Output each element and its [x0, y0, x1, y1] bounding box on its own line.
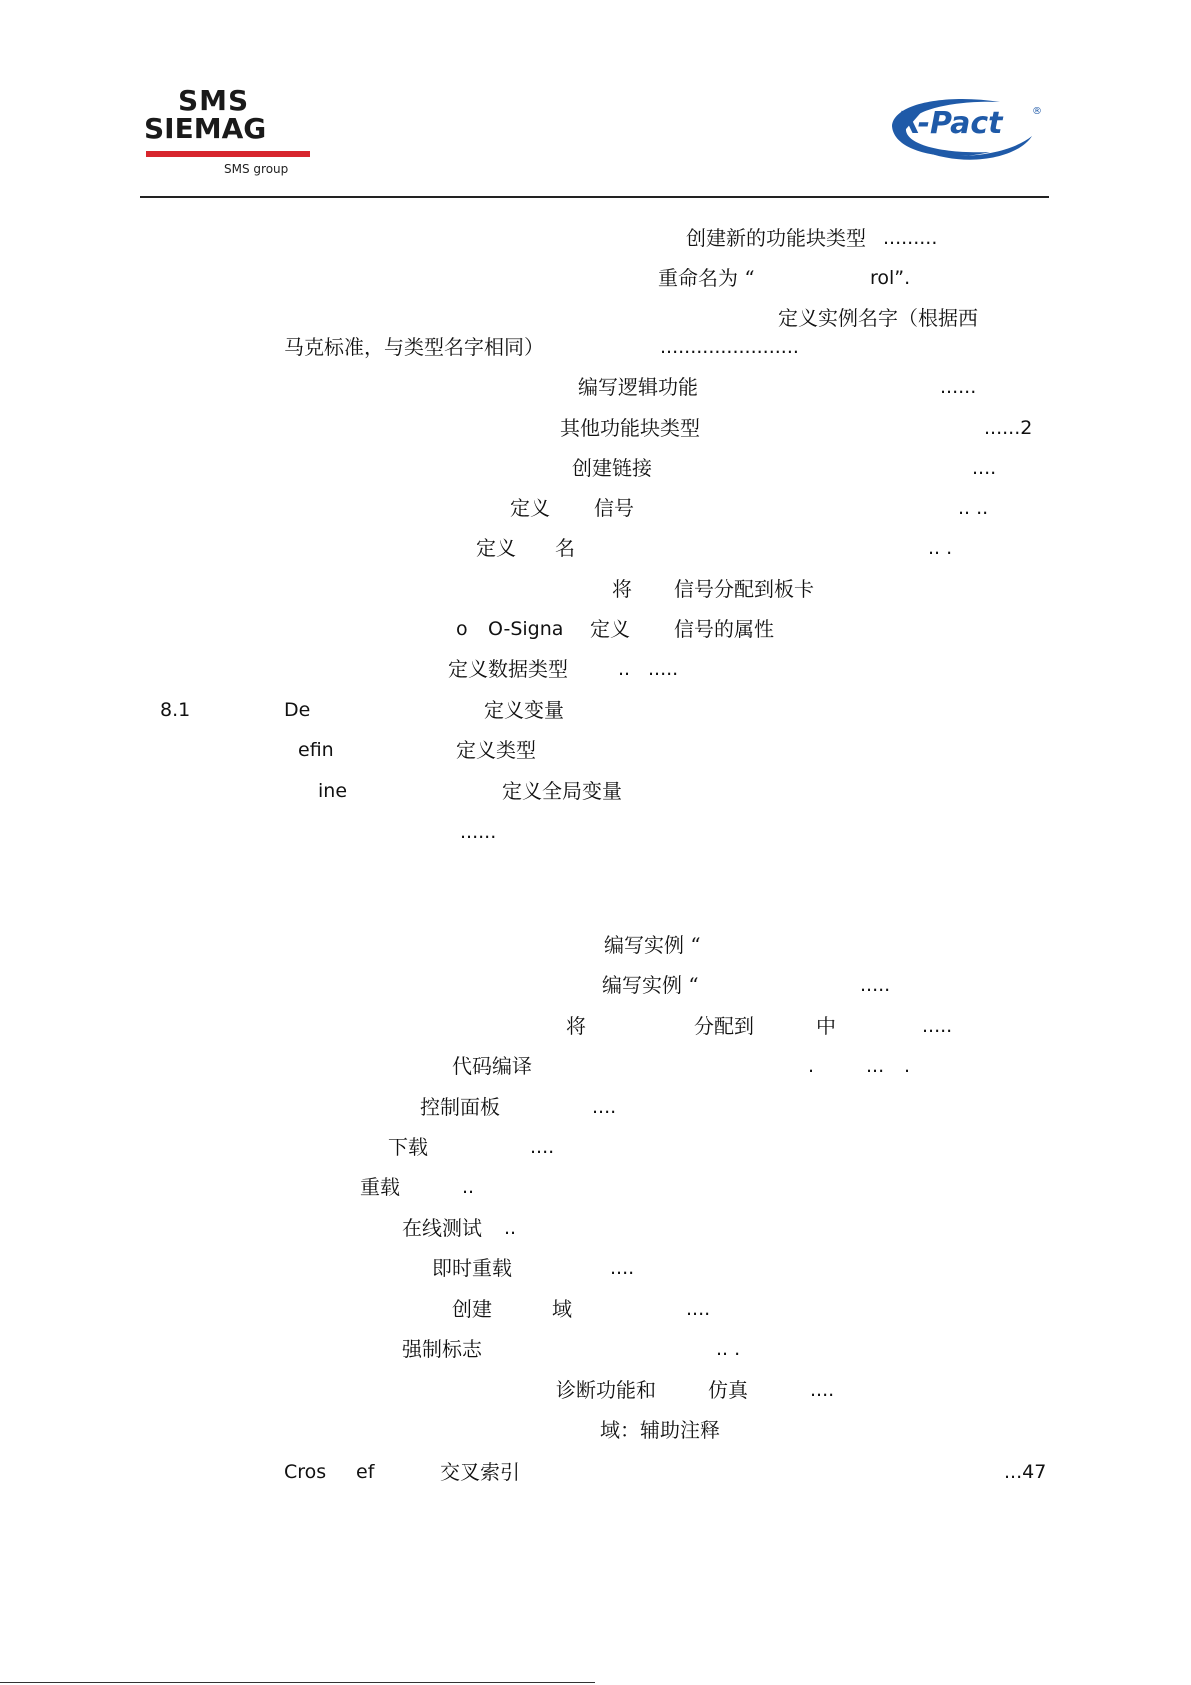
- toc-l30-c: 交叉索引: [440, 1460, 520, 1484]
- toc-l10-a[interactable]: 将: [612, 577, 632, 601]
- toc-l24-b: ..: [504, 1217, 517, 1239]
- footer-divider: [0, 1682, 595, 1683]
- toc-l20-a[interactable]: 代码编译: [452, 1054, 532, 1078]
- toc-l10-b: 信号分配到板卡: [674, 577, 814, 601]
- sms-logo-subtitle: SMS group: [224, 162, 289, 176]
- toc-l8-a[interactable]: 定义: [510, 496, 550, 520]
- toc-l15-b: 定义全局变量: [502, 779, 622, 803]
- toc-l4-b: .......................: [660, 336, 799, 358]
- toc-l14-b: 定义类型: [456, 738, 536, 762]
- toc-l19-d: .....: [922, 1015, 953, 1037]
- toc-l16-a: ......: [460, 821, 497, 843]
- toc-l28-a[interactable]: 诊断功能和: [556, 1378, 656, 1402]
- toc-l18-b: .....: [860, 974, 891, 996]
- toc-l22-b: ....: [530, 1136, 555, 1158]
- toc-l26-a[interactable]: 创建: [452, 1297, 492, 1321]
- xpact-logo-registered-mark: ®: [1032, 106, 1042, 117]
- toc-l29-a[interactable]: 域：辅助注释: [600, 1418, 720, 1442]
- toc-l12-c: .....: [648, 658, 679, 680]
- toc-l24-a[interactable]: 在线测试: [402, 1216, 482, 1240]
- toc-l5-a[interactable]: 编写逻辑功能: [578, 375, 698, 399]
- toc-l27-b: .. .: [716, 1338, 741, 1360]
- toc-l30-b: ef: [356, 1461, 375, 1483]
- toc-l19-c: 中: [816, 1014, 836, 1038]
- toc-l17-a[interactable]: 编写实例 “: [604, 933, 701, 957]
- toc-l25-a[interactable]: 即时重载: [432, 1256, 512, 1280]
- xpact-logo-text: X-Pact: [898, 106, 1003, 141]
- toc-l20-d: .: [904, 1055, 911, 1077]
- toc-l3-a[interactable]: 定义实例名字（根据西: [778, 306, 978, 330]
- sms-logo-red-bar: [146, 151, 310, 157]
- toc-l30-a[interactable]: Cros: [284, 1461, 327, 1483]
- sms-logo-line1: SMS: [178, 84, 250, 117]
- sms-logo-line2: SIEMAG: [144, 112, 267, 145]
- toc-l14-a[interactable]: efin: [298, 739, 334, 761]
- toc-l27-a[interactable]: 强制标志: [402, 1337, 482, 1361]
- toc-l8-b: 信号: [594, 496, 634, 520]
- toc-l28-c: ....: [810, 1379, 835, 1401]
- toc-l7-a[interactable]: 创建链接: [572, 456, 652, 480]
- toc-l30-d: ...47: [1004, 1461, 1047, 1483]
- toc-l23-a[interactable]: 重载: [360, 1175, 400, 1199]
- toc-l20-b: .: [808, 1055, 815, 1077]
- toc-l19-a[interactable]: 将: [566, 1014, 586, 1038]
- toc-l11-a[interactable]: o: [456, 618, 468, 640]
- toc-l20-c: ...: [866, 1055, 885, 1077]
- toc-l21-b: ....: [592, 1096, 617, 1118]
- toc-l5-b: ......: [940, 376, 977, 398]
- toc-l11-b: O-Signa: [488, 618, 564, 640]
- toc-l9-b: 名: [555, 536, 575, 560]
- toc-l23-b: ..: [462, 1176, 475, 1198]
- toc-l6-b: ......2: [984, 417, 1033, 439]
- toc-l2-a[interactable]: 重命名为 “: [658, 266, 755, 290]
- toc-l19-b: 分配到: [694, 1014, 754, 1038]
- toc-l26-c: ....: [686, 1298, 711, 1320]
- toc-l22-a[interactable]: 下载: [388, 1135, 428, 1159]
- toc-l13-b: 定义变量: [484, 698, 564, 722]
- toc-l13-num: 8.1: [160, 699, 191, 721]
- toc-l12-a[interactable]: 定义数据类型: [448, 657, 568, 681]
- toc-l13-a[interactable]: De: [284, 699, 311, 721]
- toc-l15-a[interactable]: ine: [318, 780, 348, 802]
- sms-siemag-logo: [140, 84, 320, 184]
- toc-l1-b: .........: [883, 227, 938, 249]
- toc-l6-a[interactable]: 其他功能块类型: [560, 416, 700, 440]
- toc-l18-a[interactable]: 编写实例 “: [602, 973, 699, 997]
- toc-l28-b: 仿真: [708, 1378, 748, 1402]
- toc-l25-b: ....: [610, 1257, 635, 1279]
- toc-l26-b: 域: [552, 1297, 572, 1321]
- toc-l9-c: .. .: [928, 537, 953, 559]
- toc-l7-b: ....: [972, 457, 997, 479]
- toc-l9-a[interactable]: 定义: [476, 536, 516, 560]
- toc-l2-b: rol”.: [870, 267, 911, 289]
- toc-l11-c: 定义: [590, 617, 630, 641]
- toc-l8-c: .. ..: [958, 497, 989, 519]
- toc-l4-a[interactable]: 马克标准，与类型名字相同）: [284, 335, 544, 359]
- xpact-logo: [880, 92, 1050, 172]
- toc-l11-d: 信号的属性: [674, 617, 774, 641]
- toc-l12-b: ..: [618, 658, 631, 680]
- toc-l1-a[interactable]: 创建新的功能块类型: [686, 226, 866, 250]
- toc-l21-a[interactable]: 控制面板: [420, 1095, 500, 1119]
- header-divider: [140, 196, 1049, 198]
